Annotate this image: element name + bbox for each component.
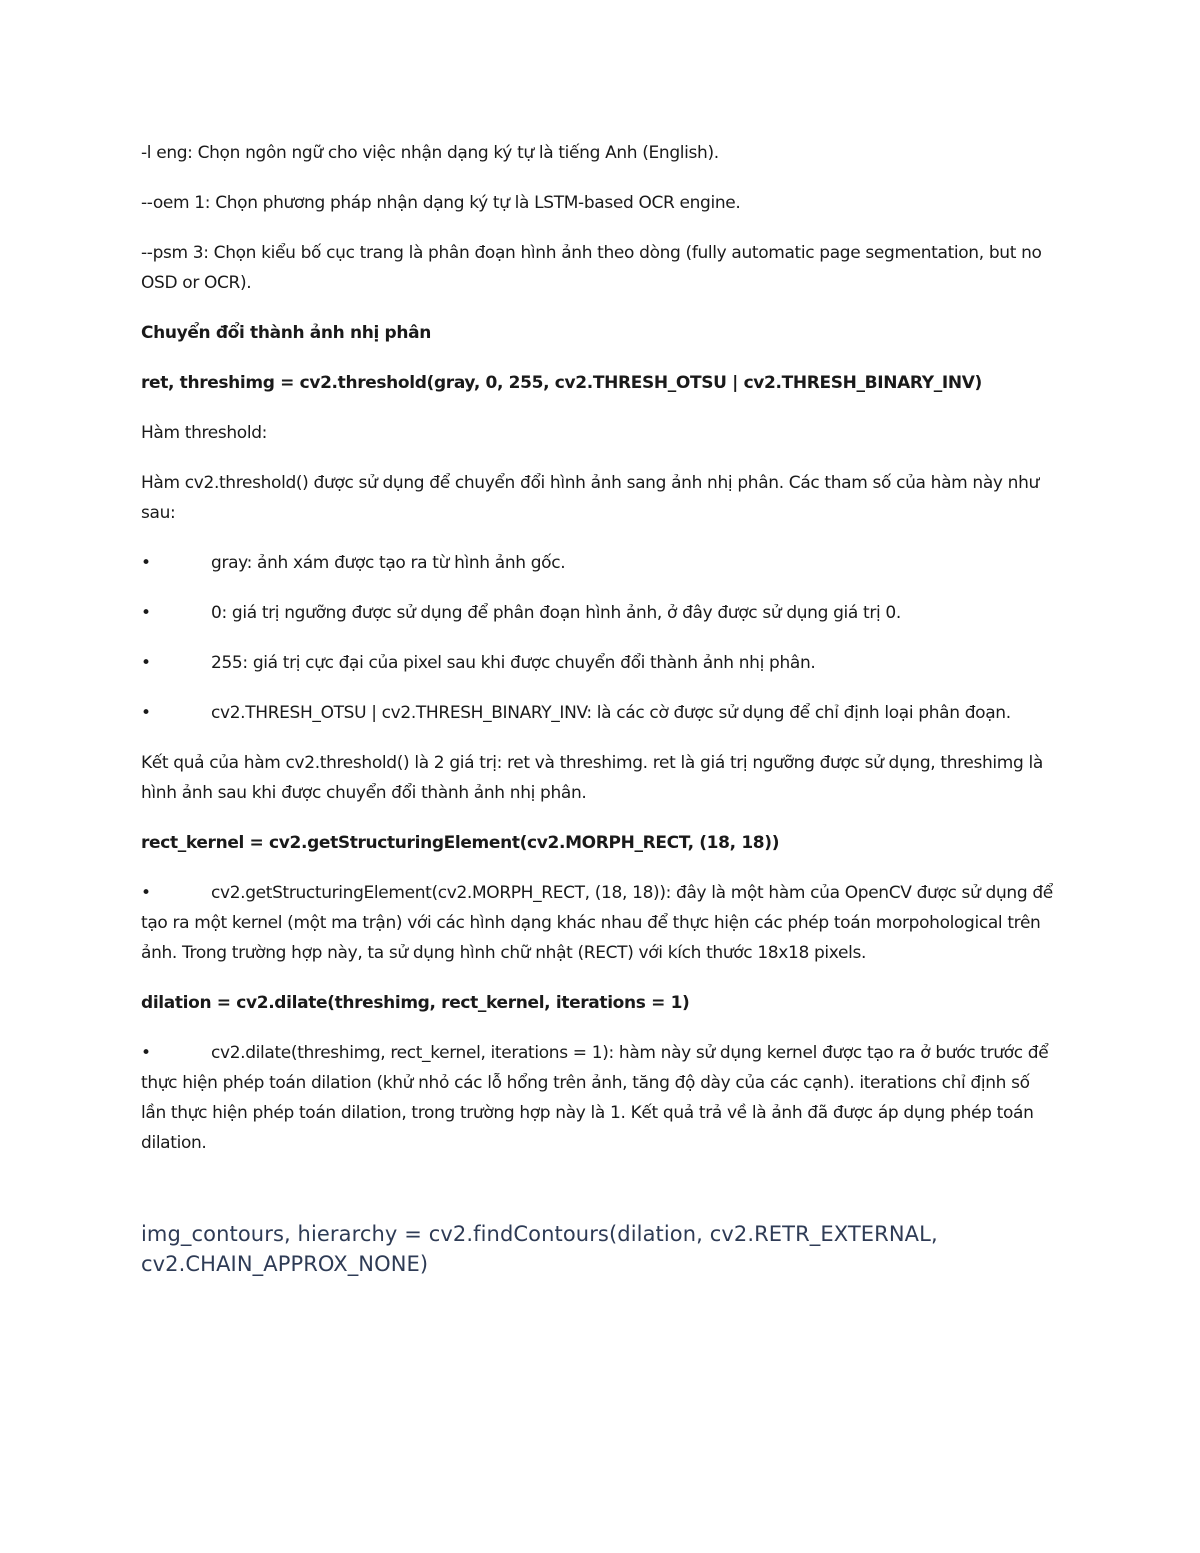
bullet-icon: • [141,653,151,673]
code-dilate: dilation = cv2.dilate(threshimg, rect_kernel, iterations = 1) [141,993,690,1013]
bullet-item-flags [141,698,1059,728]
code-structuring-element: rect_kernel = cv2.getStructuringElement(cv2.MORPH_RECT, (18, 18)) [141,833,780,853]
section-heading-binary: Chuyển đổi thành ảnh nhị phân [141,323,431,343]
bullet-icon: • [141,1043,151,1063]
bullet-icon: • [141,603,151,623]
bullet-text: cv2.dilate(threshimg, rect_kernel, iterations = 1): hàm này sử dụng kernel được tạo ra ở bước trước để thực hiện phép toán dilation (khử nhỏ các lỗ hổng trên ảnh, tăng độ dày của các cạnh). iterations chỉ định số lần thực hiện phép toán dilation, trong trường hợp này là 1. Kết quả trả về là ảnh đã được áp dụng phép toán dilation. [141,1043,1049,1153]
code-find-contours: img_contours, hierarchy = cv2.findContours(dilation, cv2.RETR_EXTERNAL, cv2.CHAIN_APPROX_NONE) [141,1222,938,1276]
code-threshold: ret, threshimg = cv2.threshold(gray, 0, 255, cv2.THRESH_OTSU | cv2.THRESH_BINARY_INV) [141,373,982,393]
threshold-result: Kết quả của hàm cv2.threshold() là 2 giá trị: ret và threshimg. ret là giá trị ngưỡng được sử dụng, threshimg là hình ảnh sau khi được chuyển đổi thành ảnh nhị phân. [141,753,1043,803]
option-oem-line: --oem 1: Chọn phương pháp nhận dạng ký tự là LSTM-based OCR engine. [141,193,741,213]
option-psm-line: --psm 3: Chọn kiểu bố cục trang là phân đoạn hình ảnh theo dòng (fully automatic page segmentation, but no OSD or OCR). [141,243,1042,293]
bullet-icon: • [141,553,151,573]
bullet-text: 0: giá trị ngưỡng được sử dụng để phân đoạn hình ảnh, ở đây được sử dụng giá trị 0. [211,603,901,623]
bullet-text: gray: ảnh xám được tạo ra từ hình ảnh gốc. [211,553,566,573]
bullet-text: cv2.getStructuringElement(cv2.MORPH_RECT, (18, 18)): đây là một hàm của OpenCV được sử dụng để tạo ra một kernel (một ma trận) với các hình dạng khác nhau để thực hiện các phép toán morpohological trên ảnh. Trong trường hợp này, ta sử dụng hình chữ nhật (RECT) với kích thước 18x18 pixels. [141,883,1053,963]
option-lang-line: -l eng: Chọn ngôn ngữ cho việc nhận dạng ký tự là tiếng Anh (English). [141,143,719,163]
bullet-item-255 [141,648,1059,678]
bullet-text: cv2.THRESH_OTSU | cv2.THRESH_BINARY_INV: là các cờ được sử dụng để chỉ định loại phân đoạn. [211,703,1011,723]
bullet-item-kernel [141,878,1059,968]
bullet-item-dilate [141,1038,1059,1158]
document-page [141,138,1059,1279]
bullet-item-zero [141,598,1059,628]
threshold-description: Hàm cv2.threshold() được sử dụng để chuyển đổi hình ảnh sang ảnh nhị phân. Các tham số của hàm này như sau: [141,473,1039,523]
bullet-icon: • [141,883,151,903]
bullet-item-gray [141,548,1059,578]
bullet-text: 255: giá trị cực đại của pixel sau khi được chuyển đổi thành ảnh nhị phân. [211,653,816,673]
threshold-label: Hàm threshold: [141,423,268,443]
bullet-icon: • [141,703,151,723]
